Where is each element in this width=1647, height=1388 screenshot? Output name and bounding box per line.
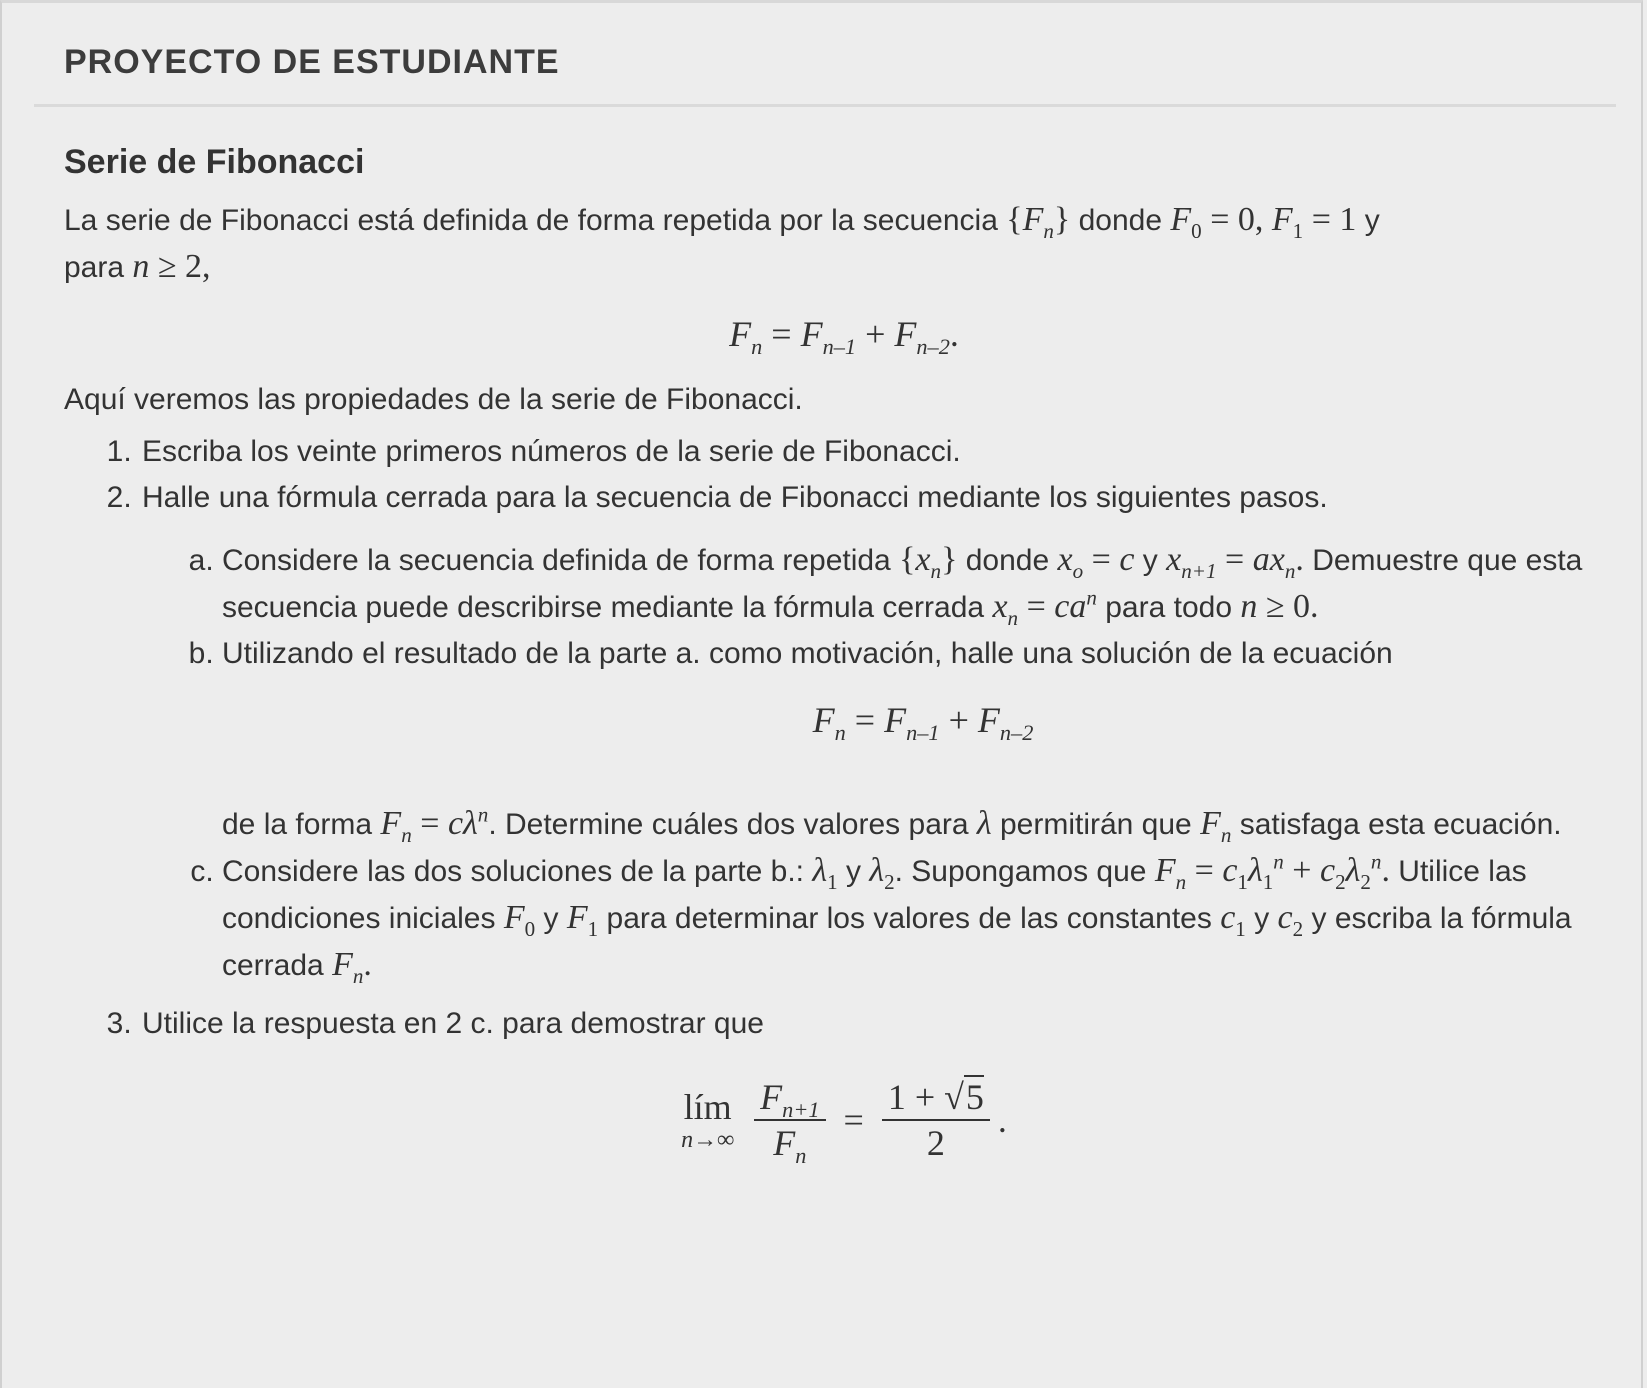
list-item: 1. Escriba los veinte primeros números de la serie de Fibonacci. xyxy=(140,429,1624,475)
closing-paragraph: Aquí veremos las propiedades de la serie de Fibonacci. xyxy=(64,383,803,416)
recurrence-equation-2: $F_n = F_{n-1} + F_{n-2}$ xyxy=(812,700,1034,746)
list-item: c. Considere las dos soluciones de la parte b.: $\lambda_1$ y $\lambda_2$. Supongamos que $F_n = c_1\lambda_1^n + c_2\lambda_2^n$. Utilice las condiciones iniciales $F_0$ y $F_1$ para determinar los valores de las constantes $c_1$ y $c_2$ y escriba la fórmula cerrada $F_n$. xyxy=(222,848,1624,989)
intro-paragraph: La serie de Fibonacci está definida de forma repetida por la secuencia $\{F_n\}$ donde $F_0 = 0$, $F_1 = 1$ y para n ≥ 2, xyxy=(64,201,1380,285)
panel-title: PROYECTO DE ESTUDIANTE xyxy=(64,43,560,81)
subtask-list xyxy=(142,537,1624,989)
task-list xyxy=(64,429,1624,1047)
list-item: a. Considere la secuencia definida de forma repetida $\{x_n\}$ donde $x_o = c$ y $x_{n+1} = ax_n$. Demuestre que esta secuencia puede describirse mediante la fórmula cerrada $x_n = ca^n$ para todo n ≥ 0. xyxy=(222,537,1624,631)
panel-content xyxy=(64,139,1624,1169)
list-item: 2. Halle una fórmula cerrada para la secuencia de Fibonacci mediante los siguientes pasos. a. Considere la secuencia definida de forma repetida $\{x_n\}$ donde $x_o = c$ y $x_{n+1} = ax_n$. Demuestre que esta secuencia puede describirse mediante la fórmula cerrada $x_n = ca^n$ para todo n ≥ 0. b. Utilizando el resultado de la parte a. como motivación, halle una solución de la ecuación $F_n = F_{n-1} + F_{n-2}$ de la forma $F_n = c\lambda^n$. Determine cuáles dos valores para λ permitirán que $F_n$ satisfaga esta ecuación. c. Considere las dos soluciones de la parte b.: $\lambda_1$ y $\lambda_2$. Supongamos que $F_n = c_1\lambda_1^n + c_2\lambda_2^n$. Utilice las condiciones iniciales $F_0$ y $F_1$ para determinar los valores de las constantes $c_1$ y $c_2$ y escriba la fórmula cerrada $F_n$. xyxy=(140,475,1624,989)
list-item: 3. Utilice la respuesta en 2 c. para demostrar que xyxy=(140,1001,1624,1047)
lim-subscript: n→∞ xyxy=(681,1127,735,1153)
fib-ratio-fraction: $\frac{F_{n+1}}{F_n}$ xyxy=(754,1075,825,1165)
lim-word: lím xyxy=(683,1087,732,1127)
limit-equation: lím n→∞ $\frac{F_{n+1}}{F_n}$ = $\frac{1 + √5}{2}$ . xyxy=(681,1077,1007,1169)
golden-ratio-fraction: $\frac{1 + √5}{2}$ xyxy=(882,1075,990,1165)
recurrence-equation: $F_n = F_{n-1} + F_{n-2}$. xyxy=(729,314,959,360)
title-divider xyxy=(34,104,1616,107)
list-item: b. Utilizando el resultado de la parte a. como motivación, halle una solución de la ecuación $F_n = F_{n-1} + F_{n-2}$ de la forma $F_n = c\lambda^n$. Determine cuáles dos valores para λ permitirán que $F_n$ satisfaga esta ecuación. xyxy=(222,631,1624,848)
section-title: Serie de Fibonacci xyxy=(64,143,365,181)
